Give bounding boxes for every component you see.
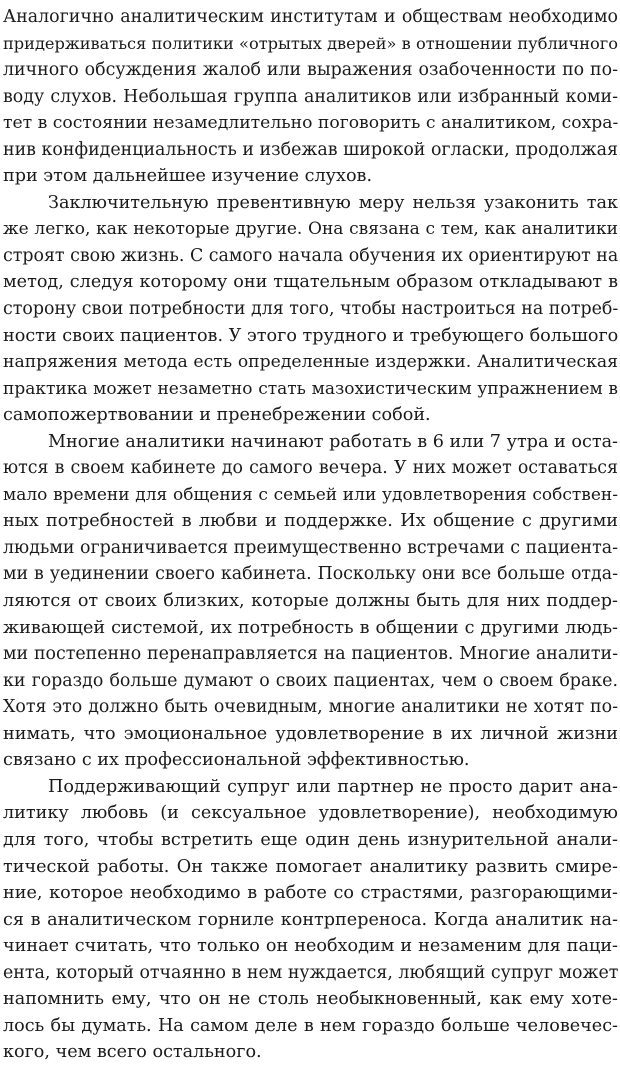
text-line: Хотя это должно быть очевидным, многие аналитики не хотят по- xyxy=(3,697,618,718)
text-line: литику любовь (и сексуальное удовлетворение), необходимую xyxy=(3,803,618,824)
text-line: Заключительную превентивную меру нельзя узаконить так xyxy=(48,192,618,213)
paragraph-1 xyxy=(3,4,618,190)
text-line: напомнить ему, что он не столь необыкновенный, как ему хоте- xyxy=(3,989,618,1010)
text-line: тет в состоянии незамедлительно поговорить с аналитиком, сохра- xyxy=(3,113,618,134)
text-line: Аналогично аналитическим институтам и обществам необходимо xyxy=(3,7,618,27)
text-line: ляются от своих близких, которые должны быть для них поддер- xyxy=(3,591,618,612)
text-line: ние, которое необходимо в работе со страстями, разгорающими- xyxy=(3,883,618,904)
text-line: напряжения метода есть определенные издержки. Аналитическая xyxy=(3,352,618,373)
text-line: ки гораздо больше думают о своих пациентах, чем о своем браке. xyxy=(3,670,618,691)
text-line: людьми ограничивается преимущественно встречами с пациента- xyxy=(3,537,618,558)
text-line: ся в аналитическом горниле контрпереноса. Когда аналитик на- xyxy=(3,909,618,930)
text-line: ента, который отчаянно в нем нуждается, любящий супруг может xyxy=(3,962,618,983)
text-line: практика может незаметно стать мазохистическим упражнением в xyxy=(3,378,618,399)
text-line: кого, чем всего остального. xyxy=(3,1042,262,1063)
text-line: при этом дальнейшее изучение слухов. xyxy=(3,166,373,187)
text-line: личного обсуждения жалоб или выражения озабоченности по по- xyxy=(3,60,618,81)
text-line: мало времени для общения с семьей или удовлетворения собствен- xyxy=(3,484,618,505)
text-line: ности своих пациентов. У этого трудного и требующего большого xyxy=(3,325,618,346)
text-line: связано с их профессиональной эффективностью. xyxy=(3,750,470,771)
text-line: Многие аналитики начинают работать в 6 или 7 утра и оста- xyxy=(48,431,618,452)
text-line: метод, следуя которому они тщательным образом откладывают в xyxy=(3,272,618,293)
text-line: придерживаться политики «отрытых дверей» в отношении публичного xyxy=(3,33,618,53)
text-line: тической работы. Он также помогает аналитику развить смире- xyxy=(3,856,618,877)
paragraph-3 xyxy=(3,429,618,774)
text-line: чинает считать, что только он необходим и незаменим для паци- xyxy=(3,936,618,957)
text-line: строят свою жизнь. С самого начала обучения их ориентируют на xyxy=(3,245,618,266)
text-line: нив конфиденциальность и избежав широкой огласки, продолжая xyxy=(3,139,618,160)
text-line: лось бы думать. На самом деле в нем гораздо больше человечес- xyxy=(3,1015,618,1036)
text-line: ных потребностей в любви и поддержке. Их общение с другими xyxy=(3,511,618,532)
text-line: для того, чтобы встретить еще один день изнурительной анали- xyxy=(3,829,618,850)
paragraph-2 xyxy=(3,190,618,429)
text-line: ются в своем кабинете до самого вечера. У них может оставаться xyxy=(3,458,618,479)
text-line: ми постепенно перенаправляется на пациентов. Многие аналити- xyxy=(3,644,618,665)
text-line: нимать, что эмоциональное удовлетворение в их личной жизни xyxy=(3,723,618,744)
text-line: Поддерживающий супруг или партнер не просто дарит ана- xyxy=(48,776,618,797)
text-line: ми в уединении своего кабинета. Поскольку они все больше отда- xyxy=(3,564,618,585)
paragraph-4 xyxy=(3,774,618,1066)
text-line: самопожертвовании и пренебрежении собой. xyxy=(3,405,431,426)
text-line: же легко, как некоторые другие. Она связана с тем, как аналитики xyxy=(3,219,618,240)
text-line: живающей системой, их потребность в общении с другими людь- xyxy=(3,617,618,638)
text-line: сторону свои потребности для того, чтобы настроиться на потреб- xyxy=(3,299,618,320)
text-line: воду слухов. Небольшая группа аналитиков или избранный коми- xyxy=(3,86,618,107)
